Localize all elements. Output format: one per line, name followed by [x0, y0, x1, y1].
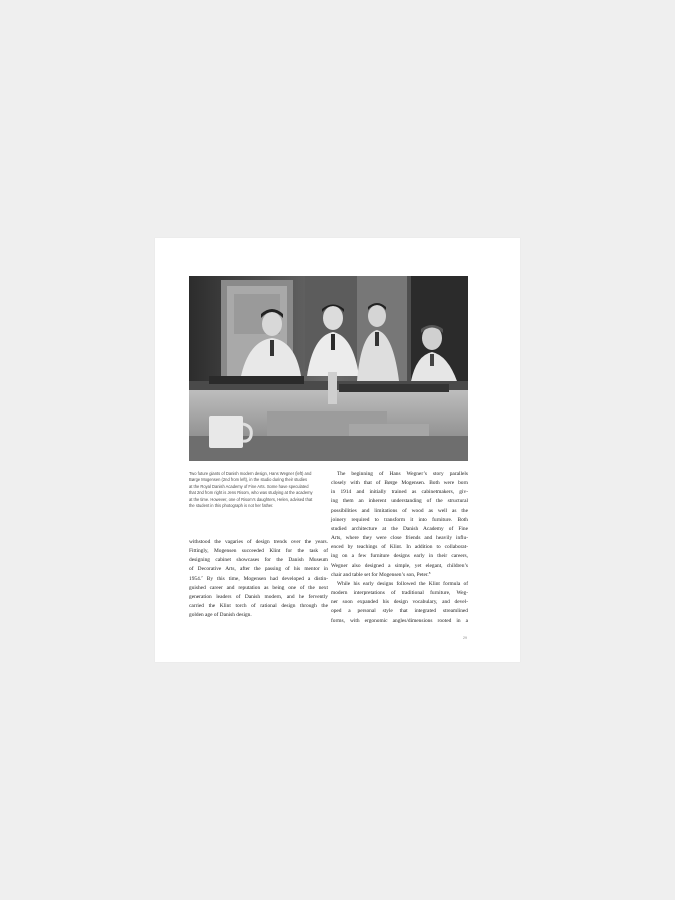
page-number: 29: [463, 636, 467, 640]
body-line: enced by teachings of Klint. In addition to collaborat-: [331, 544, 468, 551]
body-line: withstood the vagaries of design trends over the years.: [189, 539, 328, 545]
body-line: Fittingly, Mogensen succeeded Klint for the task of: [189, 548, 328, 555]
body-text-fragment: By this time, Mogensen had developed a distin-: [202, 575, 328, 582]
photo-caption: [189, 471, 329, 509]
caption-line: that 2nd from right is Jens Risom, who was studying at the academy: [189, 490, 313, 496]
caption-line: at the time. However, one of Risom’s daughters, Helen, advised that: [189, 496, 313, 502]
caption-line: the student in this photograph is not her father.: [189, 503, 274, 509]
body-text-fragment: chair and table set for Mogensen’s son, Peter.: [331, 571, 429, 578]
body-line: oped a personal style that integrated streamlined: [331, 608, 468, 615]
body-line: golden age of Danish design.: [189, 612, 252, 619]
book-page: [155, 238, 520, 662]
body-text-left-column: [189, 538, 328, 620]
body-line: ing them an inherent understanding of the structural: [331, 498, 468, 505]
caption-line: at the Royal Danish Academy of Fine Arts. Some have speculated: [189, 483, 309, 489]
studio-photograph: [189, 276, 468, 461]
body-line-with-footnote: [331, 571, 468, 580]
body-line: modern interpretations of traditional furniture, Weg-: [331, 590, 468, 597]
body-line: The beginning of Hans Wegner’s story parallels: [337, 471, 468, 477]
body-text-fragment: 1954.: [189, 575, 202, 582]
body-line: While his early designs followed the Klint formula of: [337, 580, 468, 587]
body-line: ner soon expanded his design vocabulary, and devel-: [331, 599, 468, 606]
body-line-with-footnote: [189, 575, 328, 584]
caption-line: Two future giants of Danish modern design, Hans Wegner (left) and: [189, 471, 312, 476]
body-line: studied architecture at the Danish Academy of Fine: [331, 525, 468, 532]
body-line: closely with that of Børge Mogensen. Both were born: [331, 480, 468, 487]
body-line: forms, with ergonomic angles/dimensions rooted in a: [331, 617, 468, 624]
body-line: Arts, where they were close friends and heavily influ-: [331, 535, 468, 542]
body-line: joinery required to transform it into furniture. Both: [331, 516, 468, 523]
body-text-right-column: [331, 470, 468, 626]
body-line: ing on a few furniture designs early in their careers,: [331, 553, 468, 560]
body-line: Wegner also designed a simple, yet elegant, children’s: [331, 562, 468, 569]
footnote-marker: 8: [428, 570, 431, 575]
caption-line: Børge Mogensen (2nd from left), in the studio during their studies: [189, 477, 308, 483]
body-line: guished career and reputation as being one of the next: [189, 584, 328, 591]
body-line: designing cabinet showcases for the Danish Museum: [189, 557, 328, 564]
body-line: possibilities and limitations of wood as well as the: [331, 507, 468, 514]
footnote-marker: 7: [201, 574, 203, 579]
body-line: of Decorative Arts, after the passing of his mentor in: [189, 566, 328, 573]
body-line: generation leaders of Danish modern, and he fervently: [189, 593, 328, 600]
body-line: carried the Klint torch of rational design through the: [189, 603, 328, 610]
body-line: in 1914 and initially trained as cabinetmakers, giv-: [331, 489, 468, 496]
